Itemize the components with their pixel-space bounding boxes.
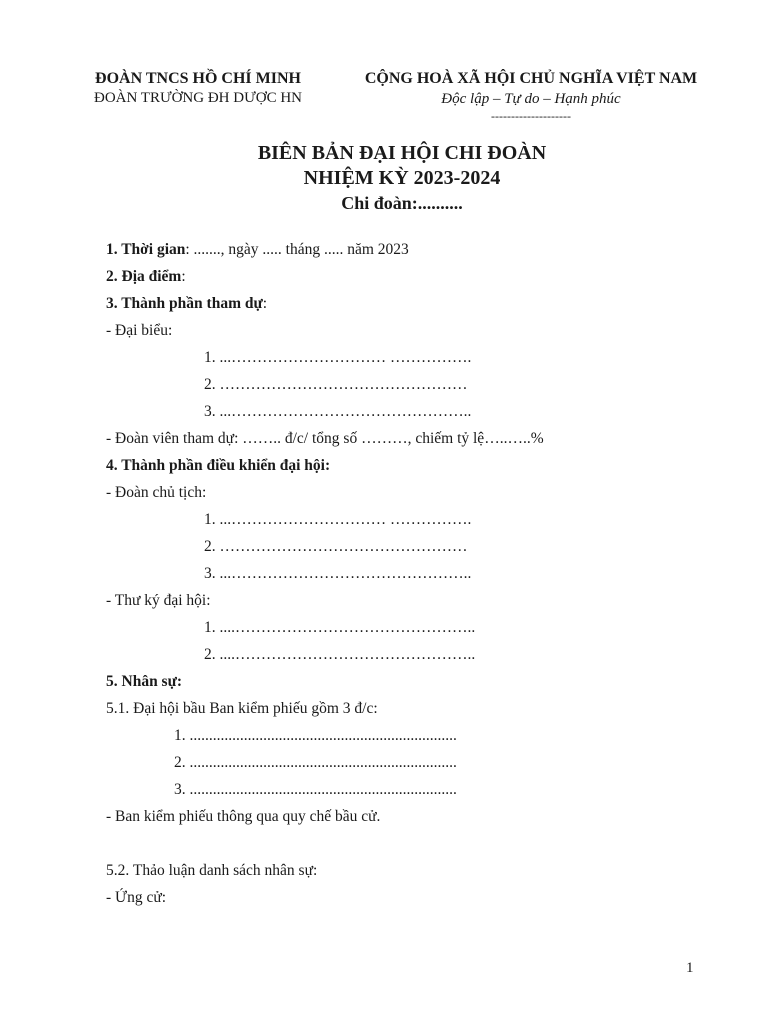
- document-body: [106, 236, 726, 911]
- title-line-2: NHIỆM KỲ 2023-2024: [303, 167, 501, 189]
- section-place: [106, 263, 726, 290]
- presidium-item: 3. ...………………………………………..: [204, 565, 472, 582]
- section-personnel-heading: 5. Nhân sự:: [106, 673, 183, 690]
- section-attendees-value: :: [262, 295, 268, 312]
- page-number: 1: [686, 960, 694, 976]
- section-presidium-heading: 4. Thành phần điều khiển đại hội:: [106, 457, 331, 474]
- secretary-label: - Thư ký đại hội:: [106, 592, 211, 609]
- candidates-label: - Ứng cử:: [106, 889, 167, 906]
- title-line-3: Chi đoàn:..........: [341, 193, 463, 213]
- section-time-value: : ......., ngày ..... tháng ..... năm 2023: [185, 241, 409, 258]
- presidium-item: 1. ...………………………… …………….: [204, 511, 472, 528]
- section-time-label: 1. Thời gian: [106, 241, 186, 258]
- country-name: CỘNG HOÀ XÃ HỘI CHỦ NGHĨA VIỆT NAM: [364, 70, 698, 87]
- union-branch: ĐOÀN TRƯỜNG ĐH DƯỢC HN: [93, 90, 302, 106]
- header-rule: --------------------: [491, 109, 571, 123]
- union-name: ĐOÀN TNCS HỒ CHÍ MINH: [95, 70, 301, 87]
- secretary-item: 2. ....………………………………………..: [204, 646, 476, 663]
- secretary-item: 1. ....………………………………………..: [204, 619, 476, 636]
- section-attendees: [106, 290, 726, 317]
- section-place-label: 2. Địa điểm: [106, 268, 182, 285]
- title-line-1: BIÊN BẢN ĐẠI HỘI CHI ĐOÀN: [257, 142, 547, 164]
- header-left: [80, 69, 316, 107]
- blank-line: [106, 830, 726, 857]
- presidium-item: 2. …………………………………………: [204, 538, 468, 555]
- counting-board-item: 2. .....................................................................: [174, 754, 457, 771]
- section-time: [106, 236, 726, 263]
- national-motto: Độc lập – Tự do – Hạnh phúc: [441, 91, 621, 107]
- delegate-item: 3. ...………………………………………..: [204, 403, 472, 420]
- members-line: - Đoàn viên tham dự: …….. đ/c/ tổng số ………, chiếm tỷ lệ…..…..%: [106, 430, 544, 447]
- header-right: [350, 69, 712, 123]
- candidate-discussion-heading: 5.2. Thảo luận danh sách nhân sự:: [106, 862, 318, 879]
- delegates-label: - Đại biểu:: [106, 322, 173, 339]
- counting-board-item: 1. .....................................................................: [174, 727, 457, 744]
- presidium-label: - Đoàn chủ tịch:: [106, 484, 207, 501]
- delegate-item: 2. …………………………………………: [204, 376, 468, 393]
- counting-board-heading: 5.1. Đại hội bầu Ban kiểm phiếu gồm 3 đ/c:: [106, 700, 378, 717]
- counting-board-note: - Ban kiểm phiếu thông qua quy chế bầu cử.: [106, 808, 381, 825]
- counting-board-item: 3. .....................................................................: [174, 781, 457, 798]
- section-place-value: :: [181, 268, 186, 285]
- section-attendees-label: 3. Thành phần tham dự: [106, 295, 263, 312]
- delegate-item: 1. ...………………………… …………….: [204, 349, 472, 366]
- document-title: [0, 141, 768, 215]
